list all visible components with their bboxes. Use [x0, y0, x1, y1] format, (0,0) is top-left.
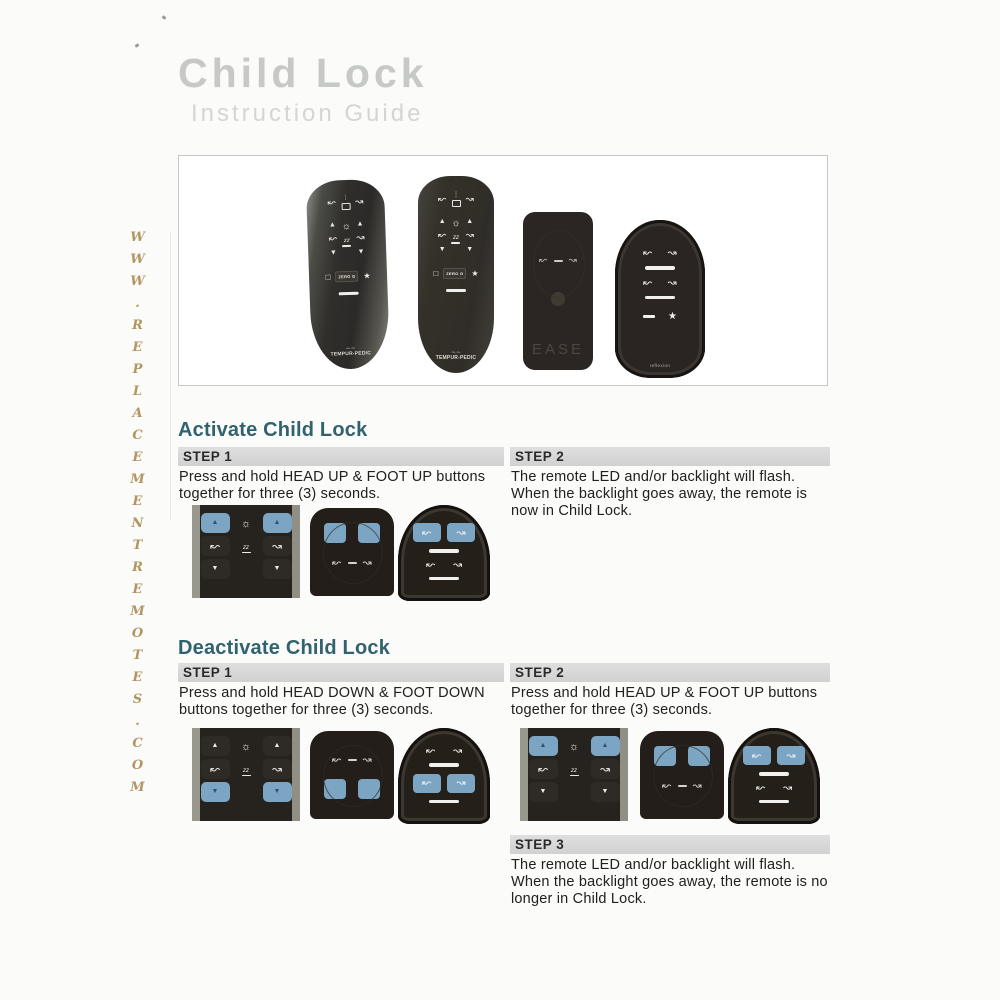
closeup-tempur-up-highlight: [520, 728, 628, 821]
remote-tempur-gray: [306, 179, 391, 371]
closeup-tempur-down-highlight: [192, 728, 300, 821]
recline-icon: ↝: [599, 762, 611, 776]
recline-icon: ↝: [422, 777, 432, 789]
flat-bar-button: [429, 549, 459, 553]
remote-tempur-black: [418, 176, 494, 373]
activate-step1-label: STEP 1: [178, 447, 504, 466]
flat-button: [234, 763, 259, 782]
logo-script: ∼∼: [345, 345, 356, 353]
light-button: [234, 515, 259, 534]
page-subtitle: Instruction Guide: [191, 100, 424, 127]
closeup-oval-down-highlight: [398, 728, 490, 824]
head-recline-button: [529, 759, 558, 779]
closeup-ease-up-highlight: [640, 731, 724, 819]
zero-g-button: [551, 292, 565, 306]
flat-button: [562, 763, 587, 782]
head-recline-icon: ↝: [425, 558, 435, 571]
head-recline-icon: ↝: [539, 255, 548, 266]
recline-icon: ↝: [209, 762, 221, 776]
foot-recline-icon: ↝: [453, 745, 463, 757]
deactivate-step1-text: Press and hold HEAD DOWN & FOOT DOWN buttons together for three (3) seconds.: [179, 685, 485, 718]
massage-icon: [341, 203, 350, 210]
remotes-photo-panel: [178, 155, 828, 386]
foot-recline-icon: ↝: [356, 232, 365, 244]
foot-up-icon: ▲: [466, 218, 474, 225]
light-icon: ☼: [240, 518, 252, 530]
head-down-button: [324, 779, 346, 799]
down-arrow-icon: ▼: [273, 565, 281, 572]
up-arrow-icon: ▲: [539, 742, 547, 749]
zero-g-button: ZERO G: [335, 271, 359, 283]
head-recline-icon: ↝: [643, 276, 653, 289]
up-arrow-icon: ▲: [273, 519, 281, 526]
foot-recline-icon: ↝: [362, 754, 372, 766]
remote-ease: [523, 212, 593, 370]
closeup-tempur-up-highlight: [192, 505, 300, 598]
head-recline-icon: ↝: [438, 194, 447, 205]
foot-recline-icon: ↝: [354, 196, 364, 208]
foot-recline-icon: ↝: [453, 558, 463, 571]
foot-up-button: [263, 513, 292, 533]
recline-icon: ↝: [456, 777, 466, 789]
head-up-button: [201, 513, 230, 533]
foot-recline-button: [591, 759, 620, 779]
recline-icon: ↝: [271, 762, 283, 776]
foot-recline-icon: ↝: [783, 781, 793, 794]
foot-up-button: [263, 736, 292, 756]
deactivate-step3-label: STEP 3: [510, 835, 830, 854]
tv-icon: □: [433, 268, 439, 278]
flat-bar-button: [759, 772, 789, 776]
foot-up-button: [688, 746, 710, 766]
brand-label: reflexion: [649, 363, 671, 368]
head-recline-button: [201, 536, 230, 556]
foot-up-button: [591, 736, 620, 756]
head-up-button: [529, 736, 558, 756]
flat-bar-button: [429, 577, 459, 581]
flat-bar-button: [645, 266, 675, 270]
flat-position-icon: zz: [570, 769, 579, 777]
head-recline-icon: ↝: [328, 233, 338, 245]
foot-up-button: [358, 523, 380, 543]
activate-step2-label: STEP 2: [510, 447, 830, 466]
foot-up-icon: ▲: [356, 220, 364, 228]
up-arrow-icon: ▲: [273, 742, 281, 749]
page-title: Child Lock: [178, 50, 428, 96]
flat-bar-button: [759, 800, 789, 804]
light-icon: ☼: [568, 741, 580, 753]
head-up-button: [654, 746, 676, 766]
down-arrow-icon: ▼: [539, 788, 547, 795]
flat-bar-button: [429, 800, 459, 804]
closeup-oval-up-highlight: [398, 505, 490, 601]
foot-recline-icon: ↝: [465, 230, 474, 241]
foot-down-icon: ▼: [357, 248, 365, 256]
head-up-icon: ▲: [328, 221, 337, 229]
down-arrow-icon: ▼: [273, 788, 281, 795]
foot-down-icon: ▼: [466, 246, 474, 253]
foot-recline-icon: ↝: [667, 247, 677, 259]
flat-icon: [348, 562, 357, 564]
head-down-icon: ▼: [438, 246, 446, 253]
massage-icon: [452, 200, 461, 207]
head-recline-icon: ↝: [662, 780, 672, 792]
light-icon: ☼: [341, 220, 352, 233]
head-down-button: [413, 774, 441, 793]
light-button: [234, 738, 259, 757]
head-down-button: [201, 782, 230, 802]
recline-icon: ↝: [422, 526, 432, 539]
foot-down-button: [263, 559, 292, 579]
recline-icon: ↝: [752, 749, 762, 762]
flat-icon: [678, 785, 687, 787]
recline-icon: ↝: [537, 762, 549, 776]
foot-recline-icon: ↝: [667, 276, 677, 289]
page-crease-line: [170, 232, 171, 520]
foot-recline-icon: ↝: [465, 194, 474, 205]
foot-up-button: [777, 746, 805, 765]
recline-icon: ↝: [456, 526, 466, 539]
recline-icon: ↝: [209, 539, 221, 553]
remote-oval: [615, 220, 705, 378]
deactivate-step3-text: The remote LED and/or backlight will flash. When the backlight goes away, the remote is no longer in Child Lock.: [511, 857, 828, 907]
flat-bar-button: [429, 763, 459, 767]
head-recline-icon: ↝: [755, 781, 765, 794]
head-up-button: [413, 523, 441, 542]
head-down-icon: ▼: [329, 249, 338, 257]
foot-down-button: [358, 779, 380, 799]
head-up-button: [324, 523, 346, 543]
head-recline-button: [201, 759, 230, 779]
foot-recline-icon: ↝: [692, 780, 702, 792]
flat-button: [339, 292, 359, 296]
deactivate-step1-label: STEP 1: [178, 663, 504, 682]
head-recline-icon: ↝: [643, 247, 653, 259]
up-arrow-icon: ▲: [601, 742, 609, 749]
flat-icon: [643, 315, 655, 318]
head-recline-icon: ↝: [438, 230, 447, 241]
flat-button: [234, 540, 259, 559]
deactivate-step2-label: STEP 2: [510, 663, 830, 682]
closeup-oval-up-highlight: [728, 728, 820, 824]
brand-label: TEMPUR-PEDIC: [330, 350, 372, 358]
flat-icon: [554, 260, 563, 262]
head-recline-icon: ↝: [425, 745, 435, 757]
brand-label: TEMPUR-PEDIC: [435, 355, 477, 361]
scan-speck: [135, 43, 140, 48]
light-icon: ☼: [240, 741, 252, 753]
head-up-button: [743, 746, 771, 765]
up-arrow-icon: ▲: [211, 519, 219, 526]
foot-down-button: [263, 782, 292, 802]
light-button: [562, 738, 587, 757]
section-heading-activate: Activate Child Lock: [178, 419, 368, 441]
light-icon: ☼: [451, 218, 461, 229]
head-down-button: [529, 782, 558, 802]
logo-script: ∼∼: [450, 350, 462, 356]
deactivate-step2-text: Press and hold HEAD UP & FOOT UP buttons together for three (3) seconds.: [511, 685, 818, 718]
down-arrow-icon: ▼: [211, 565, 219, 572]
foot-recline-icon: ↝: [568, 255, 577, 266]
flat-icon: [348, 759, 357, 761]
tv-icon: □: [325, 272, 331, 282]
closeup-ease-down-highlight: [310, 731, 394, 819]
flat-position-icon: zz: [242, 546, 251, 554]
flat-position-icon: zz: [242, 769, 251, 777]
dots-icon: ⋮: [342, 194, 349, 202]
foot-up-button: [447, 523, 475, 542]
zero-g-button: ZERO G: [443, 268, 466, 279]
favorite-icon: ★: [668, 311, 677, 322]
brand-label: EASE: [531, 341, 585, 358]
foot-down-button: [447, 774, 475, 793]
foot-down-button: [591, 782, 620, 802]
up-arrow-icon: ▲: [211, 742, 219, 749]
recline-icon: ↝: [786, 749, 796, 762]
head-recline-icon: ↝: [327, 197, 337, 209]
activate-step1-text: Press and hold HEAD UP & FOOT UP buttons together for three (3) seconds.: [179, 469, 486, 502]
flat-bar-button: [645, 296, 675, 300]
flat-position-icon: zz: [342, 239, 351, 247]
activate-step2-text: The remote LED and/or backlight will flash. When the backlight goes away, the remote is now in Child Lock.: [511, 469, 808, 519]
foot-recline-button: [263, 759, 292, 779]
foot-recline-icon: ↝: [362, 557, 372, 569]
head-up-button: [201, 736, 230, 756]
recline-icon: ↝: [271, 539, 283, 553]
down-arrow-icon: ▼: [601, 788, 609, 795]
head-up-icon: ▲: [438, 218, 446, 225]
foot-recline-button: [263, 536, 292, 556]
head-recline-icon: ↝: [332, 557, 342, 569]
head-down-button: [201, 559, 230, 579]
site-watermark: WWW.REPLACEMENTREMOTES.COM: [130, 230, 145, 802]
down-arrow-icon: ▼: [211, 788, 219, 795]
flat-position-icon: zz: [451, 236, 460, 244]
favorite-icon: ★: [471, 268, 479, 278]
dots-icon: ⋮: [453, 192, 459, 198]
flat-button: [446, 289, 466, 292]
head-recline-icon: ↝: [332, 754, 342, 766]
favorite-icon: ★: [363, 270, 371, 280]
scan-speck: [162, 15, 167, 20]
closeup-ease-up-highlight: [310, 508, 394, 596]
section-heading-deactivate: Deactivate Child Lock: [178, 637, 391, 659]
